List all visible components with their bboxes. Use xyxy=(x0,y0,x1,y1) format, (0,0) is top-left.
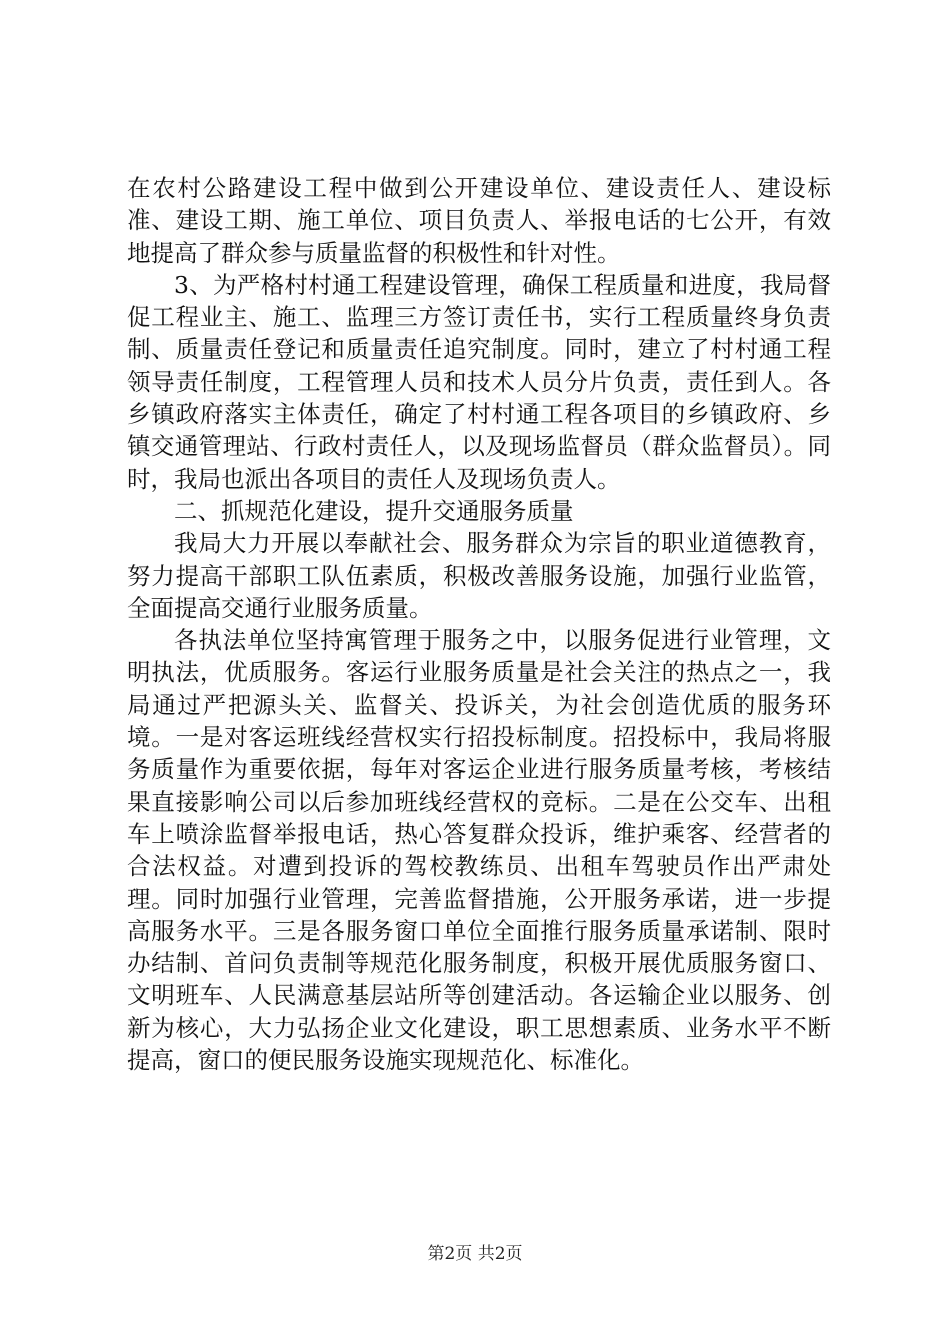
section-heading-standardization: 二、抓规范化建设，提升交通服务质量 xyxy=(174,496,574,525)
paragraph-professional-ethics: 我局大力开展以奉献社会、服务群众为宗旨的职业道德教育，努力提高干部职工队伍素质，积极改善服务设施，加强行业监管，全面提高交通行业服务质量。 xyxy=(127,529,831,622)
page-number-footer: 第2页 共2页 xyxy=(427,1244,523,1264)
document-body xyxy=(127,172,831,1076)
paragraph-service-quality: 各执法单位坚持寓管理于服务之中，以服务促进行业管理，文明执法，优质服务。客运行业服务质量是社会关注的热点之一，我局通过严把源头关、监督关、投诉关，为社会创造优质的服务环境。一是对客运班线经营权实行招投标制度。招投标中，我局将服务质量作为重要依据，每年对客运企业进行服务质量考核，考核结果直接影响公司以后参加班线经营权的竞标。二是在公交车、出租车上喷涂监督举报电话，热心答复群众投诉，维护乘客、经营者的合法权益。对遭到投诉的驾校教练员、出租车驾驶员作出严肃处理。同时加强行业管理，完善监督措施，公开服务承诺，进一步提高服务水平。三是各服务窗口单位全面推行服务质量承诺制、限时办结制、首问负责制等规范化服务制度，积极开展优质服务窗口、文明班车、人民满意基层站所等创建活动。各运输企业以服务、创新为核心，大力弘扬企业文化建设，职工思想素质、业务水平不断提高，窗口的便民服务设施实现规范化、标准化。 xyxy=(127,626,831,1075)
paragraph-seven-disclosures: 在农村公路建设工程中做到公开建设单位、建设责任人、建设标准、建设工期、施工单位、项目负责人、举报电话的七公开，有效地提高了群众参与质量监督的积极性和针对性。 xyxy=(127,174,831,267)
paragraph-responsibility-system: 3、为严格村村通工程建设管理，确保工程质量和进度，我局督促工程业主、施工、监理三方签订责任书，实行工程质量终身负责制、质量责任登记和质量责任追究制度。同时，建立了村村通工程领导责任制度，工程管理人员和技术人员分片负责，责任到人。各乡镇政府落实主体责任，确定了村村通工程各项目的乡镇政府、乡镇交通管理站、行政村责任人，以及现场监督员（群众监督员）。同时，我局也派出各项目的责任人及现场负责人。 xyxy=(127,270,831,493)
